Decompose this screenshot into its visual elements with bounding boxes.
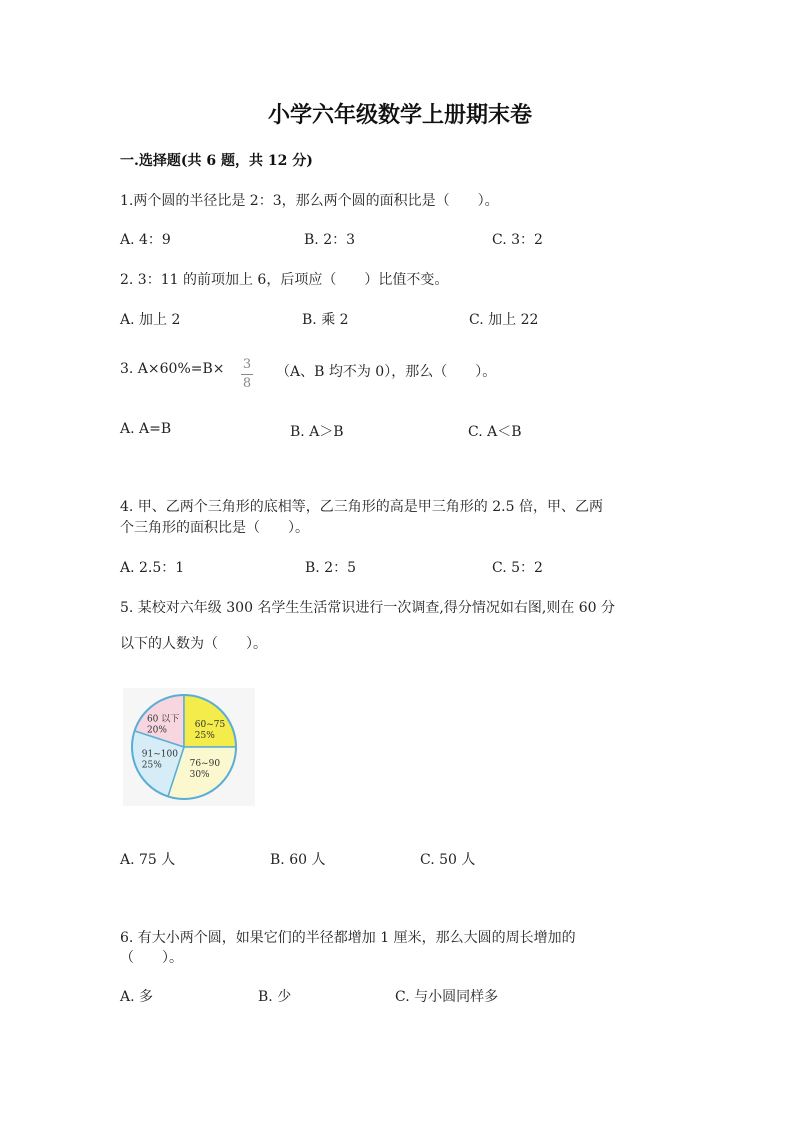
question-1-option-a: A. 4：9 <box>120 232 171 248</box>
question-2-option-b: B. 乘 2 <box>302 312 349 328</box>
question-3-option-c: C. A＜B <box>468 424 522 440</box>
question-3-text-before: 3. A×60%=B× <box>120 361 225 377</box>
question-5-option-c: C. 50 人 <box>420 852 476 868</box>
question-5-option-a: A. 75 人 <box>120 852 176 868</box>
question-2-option-c: C. 加上 22 <box>469 312 539 328</box>
question-4-option-a: A. 2.5：1 <box>120 560 185 576</box>
question-6-text-line2: （ ）。 <box>120 950 183 966</box>
question-1-text: 1.两个圆的半径比是 2：3，那么两个圆的面积比是（ ）。 <box>120 193 499 209</box>
pie-slice-percent: 20% <box>146 725 167 736</box>
question-6-option-c: C. 与小圆同样多 <box>395 989 499 1005</box>
question-2-option-a: A. 加上 2 <box>120 312 181 328</box>
question-5-text-line1: 5. 某校对六年级 300 名学生生活常识进行一次调查,得分情况如右图,则在 60 分 <box>120 600 616 616</box>
question-5-option-b: B. 60 人 <box>270 852 326 868</box>
pie-slice-percent: 25% <box>141 760 162 771</box>
question-3-text-after: （A、B 均不为 0），那么（ ）。 <box>276 364 497 380</box>
question-4-option-c: C. 5：2 <box>492 560 543 576</box>
pie-slice-percent: 25% <box>194 730 215 741</box>
page-title: 小学六年级数学上册期末卷 <box>267 102 532 128</box>
pie-slice-name: 76~90 <box>189 758 221 769</box>
question-6-option-b: B. 少 <box>258 989 292 1005</box>
fraction-denominator: 8 <box>242 376 252 391</box>
question-6-text-line1: 6. 有大小两个圆，如果它们的半径都增加 1 厘米，那么大圆的周长增加的 <box>120 930 576 946</box>
question-1-option-c: C. 3：2 <box>492 232 543 248</box>
question-4-text-line2: 个三角形的面积比是（ ）。 <box>120 520 309 536</box>
fraction <box>241 353 253 392</box>
question-4-text-line1: 4. 甲、乙两个三角形的底相等，乙三角形的高是甲三角形的 2.5 倍，甲、乙两 <box>120 499 603 515</box>
pie-slice-name: 60 以下 <box>146 714 180 725</box>
pie-chart <box>123 688 255 806</box>
question-4-option-b: B. 2：5 <box>305 560 357 576</box>
pie-slice-name: 91~100 <box>141 749 178 760</box>
question-1-option-b: B. 2：3 <box>304 232 356 248</box>
question-3-option-a: A. A=B <box>120 421 172 437</box>
section-heading: 一.选择题(共 6 题，共 12 分) <box>120 153 313 169</box>
pie-chart-figure <box>123 688 255 806</box>
question-5-text-line2: 以下的人数为（ ）。 <box>120 636 267 652</box>
fraction-numerator: 3 <box>242 357 252 372</box>
fraction-bar <box>241 374 253 375</box>
question-3-option-b: B. A＞B <box>290 424 344 440</box>
pie-slice-percent: 30% <box>189 769 210 780</box>
question-6-option-a: A. 多 <box>120 989 154 1005</box>
pie-slice-name: 60~75 <box>194 719 226 730</box>
question-2-text: 2. 3：11 的前项加上 6，后项应（ ）比值不变。 <box>120 272 449 288</box>
